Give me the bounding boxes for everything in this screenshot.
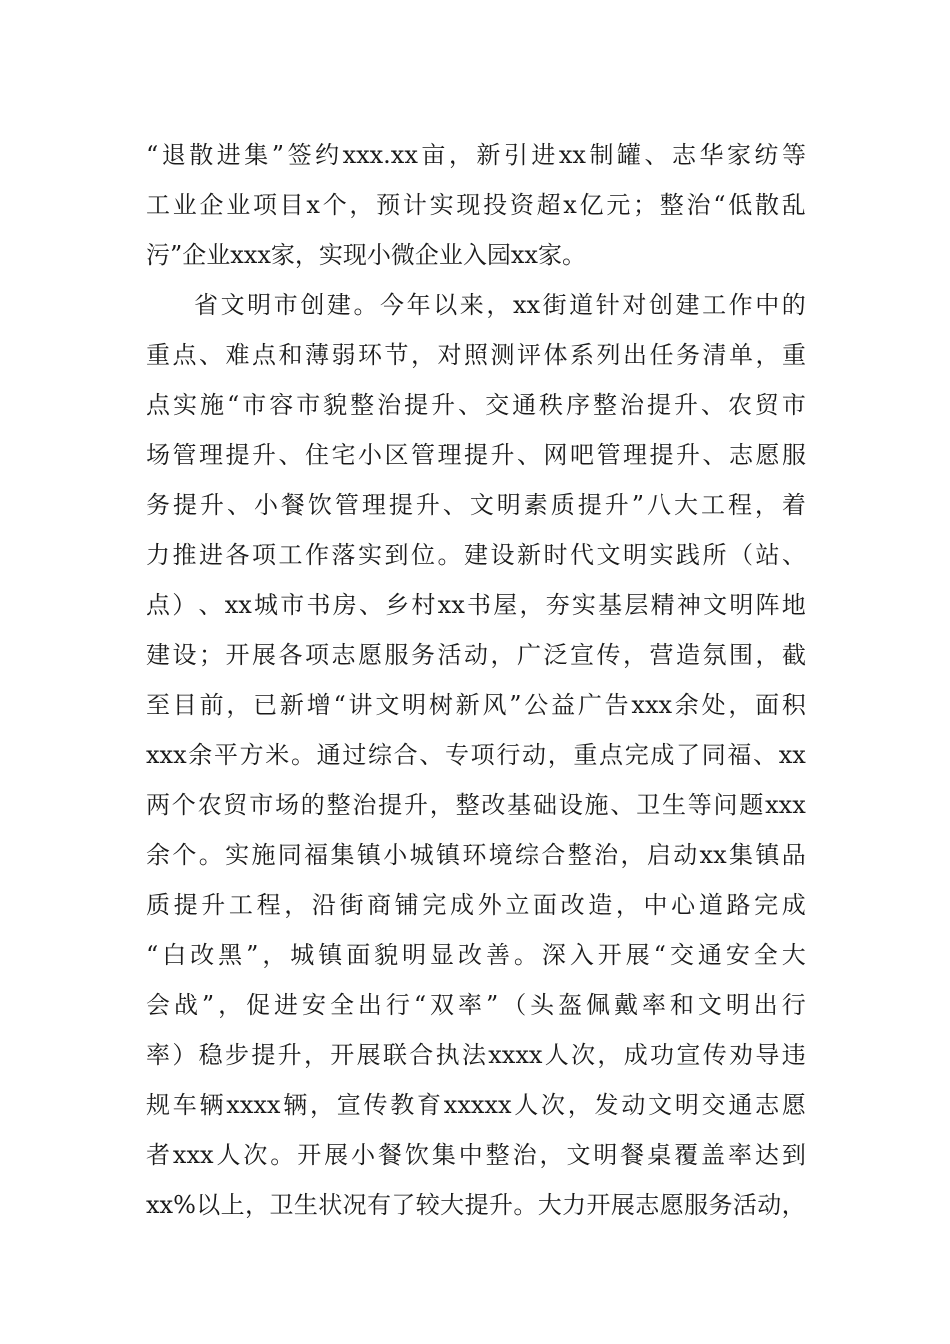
text-line: 点 实 施 “ 市 容 市 貌 整 治 提 升 、 交 通 秩 序 整 治 提 升 、 农 贸 市 (146, 391, 806, 419)
text-line: 点 ） 、 xx 城 市 书 房 、 乡 村 xx 书 屋 ， 夯 实 基 层 精 神 文 明 阵 地 (146, 591, 806, 619)
text-line: 两 个 农 贸 市 场 的 整 治 提 升 ， 整 改 基 础 设 施 、 卫 生 等 问 题 xxx (146, 791, 806, 819)
text-line: “ 退 散 进 集 ” 签 约 xxx.xx 亩 ， 新 引 进 xx 制 罐 、 志 华 家 纺 等 (146, 141, 806, 169)
text-line: 余 个 。 实 施 同 福 集 镇 小 城 镇 环 境 综 合 整 治 ， 启 动 xx 集 镇 品 (146, 841, 806, 869)
text-line: 污”企业xxx家，实现小微企业入园xx家。 (146, 241, 586, 269)
text-line: 工 业 企 业 项 目 x 个 ， 预 计 实 现 投 资 超 x 亿 元 ； 整 治 “ 低 散 乱 (146, 191, 806, 219)
text-line: 会 战 ” ， 促 进 安 全 出 行 “ 双 率 ” （ 头 盔 佩 戴 率 和 文 明 出 行 (146, 991, 806, 1019)
text-line: xxx 余 平 方 米 。 通 过 综 合 、 专 项 行 动 ， 重 点 完 成 了 同 福 、 xx (146, 741, 806, 769)
text-line: 者 xxx 人 次 。 开 展 小 餐 饮 集 中 整 治 ， 文 明 餐 桌 覆 盖 率 达 到 (146, 1141, 806, 1169)
text-line: 建 设 ； 开 展 各 项 志 愿 服 务 活 动 ， 广 泛 宣 传 ， 营 造 氛 围 ， 截 (146, 641, 806, 669)
text-line: 务 提 升 、 小 餐 饮 管 理 提 升 、 文 明 素 质 提 升 ” 八 大 工 程 ， 着 (146, 491, 806, 519)
text-line: 率 ） 稳 步 提 升 ， 开 展 联 合 执 法 xxxx 人 次 ， 成 功 宣 传 劝 导 违 (146, 1041, 806, 1069)
text-line: 场 管 理 提 升 、 住 宅 小 区 管 理 提 升 、 网 吧 管 理 提 升 、 志 愿 服 (146, 441, 806, 469)
text-line: 至 目 前 ， 已 新 增 “ 讲 文 明 树 新 风 ” 公 益 广 告 xxx 余 处 ， 面 积 (146, 691, 806, 719)
text-line: 规 车 辆 xxxx 辆 ， 宣 传 教 育 xxxxx 人 次 ， 发 动 文 明 交 通 志 愿 (146, 1091, 806, 1119)
paragraph-heading-line: 省 文 明 市 创 建 。 今 年 以 来 ， xx 街 道 针 对 创 建 工 作 中 的 (194, 291, 806, 319)
text-line: 力 推 进 各 项 工 作 落 实 到 位 。 建 设 新 时 代 文 明 实 践 所 （ 站 、 (146, 541, 806, 569)
text-line: 质 提 升 工 程 ， 沿 街 商 铺 完 成 外 立 面 改 造 ， 中 心 道 路 完 成 (146, 891, 806, 919)
text-line: “ 白 改 黑 ” ， 城 镇 面 貌 明 显 改 善 。 深 入 开 展 “ 交 通 安 全 大 (146, 941, 806, 969)
text-line: xx% 以 上 ， 卫 生 状 况 有 了 较 大 提 升 。 大 力 开 展 志 愿 服 务 活 动 ， (146, 1191, 806, 1219)
text-line: 重 点 、 难 点 和 薄 弱 环 节 ， 对 照 测 评 体 系 列 出 任 务 清 单 ， 重 (146, 341, 806, 369)
document-body (146, 130, 806, 1230)
